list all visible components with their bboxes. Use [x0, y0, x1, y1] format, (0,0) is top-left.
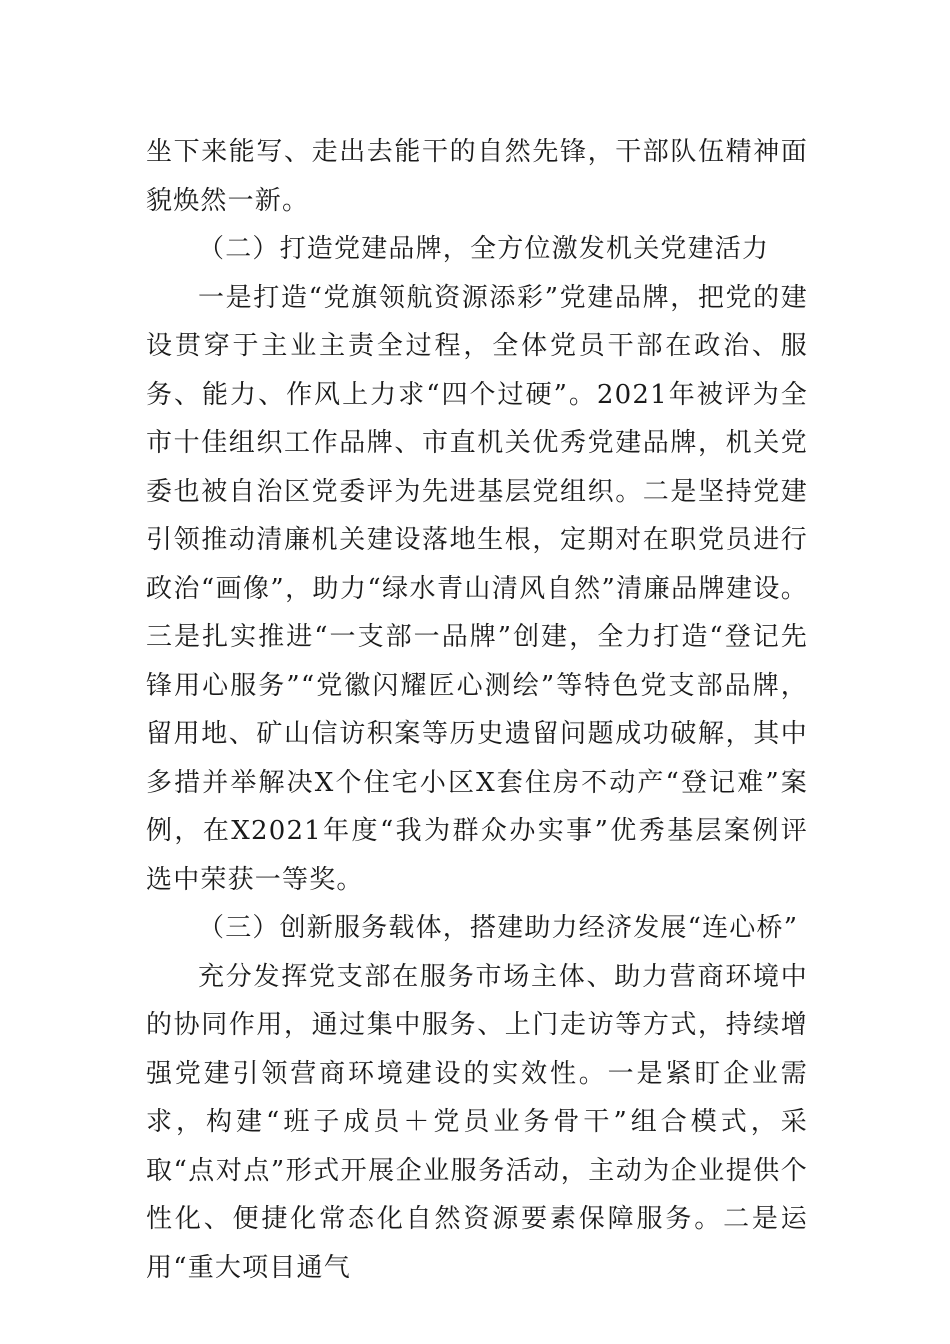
paragraph-continuation: 坐下来能写、走出去能干的自然先锋，干部队伍精神面貌焕然一新。 — [146, 137, 808, 216]
paragraph-party-brand: 一是打造“党旗领航资源添彩”党建品牌，把党的建设贯穿于主业主责全过程，全体党员干部在政治、服务、能力、作风上力求“四个过硬”。2021年被评为全市十佳组织工作品牌、市直机关优秀党建品牌，机关党委也被自治区党委评为先进基层党组织。二是坚持党建引领推动清廉机关建设落地生根，定期对在职党员进行政治“画像”，助力“绿水青山清风自然”清廉品牌建设。三是扎实推进“一支部一品牌”创建，全力打造“登记先锋用心服务”“党徽闪耀匠心测绘”等特色党支部品牌，留用地、矿山信访积案等历史遗留问题成功破解，其中多措并举解决X个住宅小区X套住房不动产“登记难”案例，在X2021年度“我为群众办实事”优秀基层案例评选中荣获一等奖。 — [146, 282, 808, 895]
paragraph-service-carrier: 充分发挥党支部在服务市场主体、助力营商环境中的协同作用，通过集中服务、上门走访等方式，持续增强党建引领营商环境建设的实效性。一是紧盯企业需求，构建“班子成员＋党员业务骨干”组合模式，采取“点对点”形式开展企业服务活动，主动为企业提供个性化、便捷化常态化自然资源要素保障服务。二是运用“重大项目通气 — [146, 961, 808, 1283]
section-heading-2: （二）打造党建品牌，全方位激发机关党建活力 — [198, 234, 770, 264]
document-body — [146, 128, 808, 1292]
section-heading-3: （三）创新服务载体，搭建助力经济发展“连心桥” — [198, 913, 799, 943]
